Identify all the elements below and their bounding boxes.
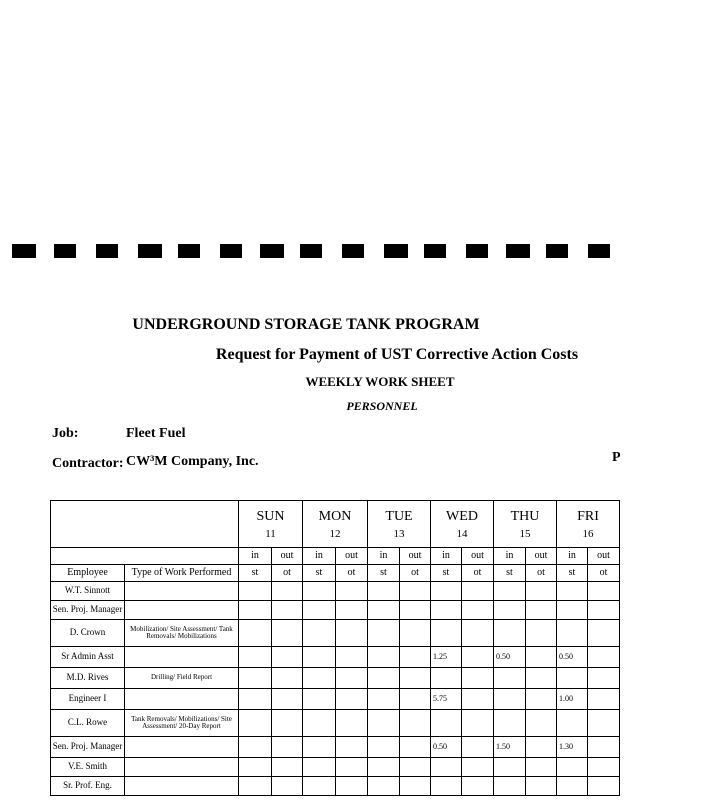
hours-cell-mon_ot [336,601,368,620]
contractor-value: CW³M Company, Inc. [126,454,259,469]
hours-cell-wed_st [431,777,462,796]
work-performed-cell [125,737,239,758]
perforation-dash [260,244,284,258]
hours-cell-fri_st [557,601,588,620]
in-label: in [368,548,400,565]
hours-cell-wed_st: 5.75 [431,689,462,710]
hours-cell-mon_ot [336,620,368,647]
perforation-dash [300,244,322,258]
out-label: out [526,548,557,565]
employee-cell: C.L. Rowe [51,710,125,737]
out-label: out [400,548,431,565]
hours-cell-thu_ot [526,620,557,647]
day-name: SUN [256,509,285,524]
hours-cell-fri_ot [588,710,620,737]
perforation-dash [506,244,530,258]
hours-cell-mon_ot [336,777,368,796]
hours-cell-thu_st [494,710,526,737]
contractor-label: Contractor: [52,456,124,471]
employee-cell: V.E. Smith [51,758,125,777]
hours-cell-thu_ot [526,758,557,777]
hours-cell-mon_st [303,668,336,689]
day-number: 14 [456,528,468,540]
table-row [51,737,620,758]
table-row [51,710,620,737]
table-row [51,758,620,777]
work-performed-cell [125,582,239,601]
hours-cell-sun_ot [272,668,303,689]
hours-cell-sun_st [239,777,272,796]
hours-cell-wed_st: 0.50 [431,737,462,758]
hours-cell-tue_ot [400,620,431,647]
in-label: in [557,548,588,565]
employee-cell: W.T. Sinnott [51,582,125,601]
table-row [51,668,620,689]
hours-cell-fri_st: 1.00 [557,689,588,710]
personnel-worksheet [50,500,630,810]
hours-cell-sun_st [239,647,272,668]
hours-cell-tue_ot [400,758,431,777]
hours-cell-thu_st [494,582,526,601]
ot-label: ot [462,565,494,582]
hours-cell-thu_st: 1.50 [494,737,526,758]
hours-cell-wed_ot [462,758,494,777]
hours-cell-fri_st [557,758,588,777]
in-label: in [303,548,336,565]
hours-cell-tue_st [368,668,400,689]
hours-cell-tue_ot [400,737,431,758]
day-number: 16 [582,528,594,540]
hours-cell-wed_ot [462,689,494,710]
employee-cell: Sr. Prof. Eng. [51,777,125,796]
hours-cell-fri_ot [588,689,620,710]
st-label: st [494,565,526,582]
hours-cell-mon_st [303,737,336,758]
st-label: st [431,565,462,582]
in-label: in [494,548,526,565]
employee-cell: Engineer I [51,689,125,710]
hours-cell-fri_st: 1.30 [557,737,588,758]
hours-cell-wed_ot [462,668,494,689]
hours-cell-tue_st [368,582,400,601]
hours-cell-wed_ot [462,601,494,620]
hours-cell-thu_st [494,777,526,796]
day-name: TUE [385,509,413,524]
table-row [51,777,620,796]
work-performed-cell [125,689,239,710]
day-number: 13 [393,528,405,540]
hours-cell-mon_st [303,620,336,647]
ot-label: ot [400,565,431,582]
hours-cell-tue_st [368,689,400,710]
hours-cell-mon_ot [336,647,368,668]
hours-cell-thu_st [494,689,526,710]
day-header-tue [368,501,431,548]
hours-cell-fri_ot [588,668,620,689]
perforation-dash [54,244,76,258]
employee-cell: Sr Admin Asst [51,647,125,668]
hours-cell-tue_ot [400,710,431,737]
hours-cell-tue_st [368,601,400,620]
hours-cell-thu_st: 0.50 [494,647,526,668]
hours-cell-tue_st [368,758,400,777]
table-row [51,582,620,601]
hours-cell-wed_st [431,582,462,601]
hours-cell-tue_ot [400,689,431,710]
hours-cell-wed_ot [462,737,494,758]
perforation-dash [384,244,408,258]
hours-cell-fri_st [557,668,588,689]
perforation-dash [12,244,36,258]
hours-cell-thu_ot [526,737,557,758]
hours-cell-tue_st [368,710,400,737]
out-label: out [336,548,368,565]
st-label: st [303,565,336,582]
work-performed-cell: Tank Removals/ Mobilizations/ Site Assessment/ 20-Day Report [125,710,239,737]
day-name: FRI [577,509,599,524]
hours-cell-thu_st [494,601,526,620]
hours-cell-sun_st [239,689,272,710]
hours-cell-fri_ot [588,601,620,620]
perforation-dash [342,244,364,258]
hours-cell-tue_ot [400,601,431,620]
st-label: st [239,565,272,582]
hours-cell-fri_ot [588,777,620,796]
worksheet-table [50,500,620,796]
hours-cell-sun_ot [272,710,303,737]
hours-cell-tue_st [368,737,400,758]
hours-cell-mon_ot [336,668,368,689]
hours-cell-thu_ot [526,601,557,620]
out-label: out [588,548,620,565]
hours-cell-thu_st [494,620,526,647]
hours-cell-sun_st [239,668,272,689]
perforation-dash [138,244,162,258]
request-title: Request for Payment of UST Corrective Action Costs [215,346,579,363]
ot-label: ot [336,565,368,582]
hours-cell-mon_st [303,601,336,620]
sheet-title: WEEKLY WORK SHEET [305,374,455,389]
ot-label: ot [526,565,557,582]
work-column-header: Type of Work Performed [125,565,239,582]
hours-cell-thu_ot [526,668,557,689]
hours-cell-sun_st [239,710,272,737]
hours-cell-fri_ot [588,758,620,777]
hours-cell-mon_ot [336,737,368,758]
table-row [51,647,620,668]
perforation-dash [220,244,242,258]
hours-cell-thu_st [494,668,526,689]
hours-cell-fri_st [557,777,588,796]
hours-cell-wed_st [431,620,462,647]
day-name: WED [446,509,478,524]
ot-label: ot [272,565,303,582]
day-number: 11 [265,528,276,540]
out-label: out [272,548,303,565]
hours-cell-fri_ot [588,582,620,601]
hours-cell-wed_st [431,710,462,737]
ot-label: ot [588,565,620,582]
table-row [51,620,620,647]
table-row [51,601,620,620]
hours-cell-mon_ot [336,758,368,777]
st-label: st [368,565,400,582]
hours-cell-mon_st [303,777,336,796]
hours-cell-wed_ot [462,777,494,796]
perforation-dash [178,244,200,258]
hours-cell-mon_st [303,582,336,601]
day-header-mon [303,501,368,548]
hours-cell-fri_st [557,582,588,601]
day-header-fri [557,501,620,548]
hours-cell-fri_ot [588,620,620,647]
work-performed-cell [125,777,239,796]
hours-cell-sun_ot [272,647,303,668]
out-label: out [462,548,494,565]
section-title: PERSONNEL [346,399,418,413]
hours-cell-mon_ot [336,689,368,710]
day-header-row [51,501,620,548]
hours-cell-thu_ot [526,777,557,796]
perforation-dash [466,244,488,258]
perforation-dash [546,244,568,258]
hours-cell-sun_ot [272,582,303,601]
work-performed-cell [125,758,239,777]
hours-cell-mon_st [303,689,336,710]
cutoff-letter: P [612,450,621,465]
perforation-strip [0,244,618,262]
hours-cell-sun_ot [272,777,303,796]
work-performed-cell [125,601,239,620]
employee-cell: M.D. Rives [51,668,125,689]
perforation-dash [424,244,446,258]
hours-cell-sun_ot [272,758,303,777]
hours-cell-fri_st [557,710,588,737]
hours-cell-tue_st [368,777,400,796]
in-label: in [239,548,272,565]
job-value: Fleet Fuel [126,426,186,441]
work-performed-cell: Drilling/ Field Report [125,668,239,689]
work-performed-cell [125,647,239,668]
hours-cell-mon_st [303,710,336,737]
st-label: st [557,565,588,582]
hours-cell-wed_ot [462,647,494,668]
hours-cell-sun_st [239,758,272,777]
hours-cell-sun_st [239,601,272,620]
day-header-thu [494,501,557,548]
hours-cell-wed_st [431,668,462,689]
day-header-sun [239,501,303,548]
hours-cell-thu_ot [526,689,557,710]
hours-cell-mon_ot [336,710,368,737]
hours-cell-wed_ot [462,582,494,601]
hours-cell-sun_st [239,620,272,647]
hours-cell-wed_st [431,758,462,777]
hours-cell-tue_ot [400,668,431,689]
hours-cell-wed_st [431,601,462,620]
blank-header-cell [51,501,239,548]
employee-cell: D. Crown [51,620,125,647]
hours-cell-sun_ot [272,737,303,758]
job-label: Job: [52,426,79,441]
hours-cell-sun_st [239,737,272,758]
in-out-row [51,548,620,565]
hours-cell-thu_st [494,758,526,777]
hours-cell-wed_ot [462,620,494,647]
in-label: in [431,548,462,565]
employee-cell: Sen. Proj. Manager [51,601,125,620]
employee-cell: Sen. Proj. Manager [51,737,125,758]
day-name: THU [510,509,540,524]
hours-cell-fri_ot [588,647,620,668]
blank-header-cell [51,548,239,565]
program-title: UNDERGROUND STORAGE TANK PROGRAM [132,316,480,333]
hours-cell-sun_ot [272,689,303,710]
hours-cell-sun_ot [272,620,303,647]
hours-cell-tue_ot [400,582,431,601]
hours-cell-fri_ot [588,737,620,758]
hours-cell-thu_ot [526,582,557,601]
perforation-dash [96,244,118,258]
hours-cell-sun_st [239,582,272,601]
hours-cell-thu_ot [526,647,557,668]
hours-cell-fri_st [557,620,588,647]
employee-column-header: Employee [51,565,125,582]
hours-cell-tue_ot [400,647,431,668]
hours-cell-mon_st [303,758,336,777]
hours-cell-mon_ot [336,582,368,601]
table-row [51,689,620,710]
hours-cell-fri_st: 0.50 [557,647,588,668]
perforation-dash [588,244,610,258]
hours-cell-wed_st: 1.25 [431,647,462,668]
hours-cell-tue_st [368,620,400,647]
hours-cell-wed_ot [462,710,494,737]
day-header-wed [431,501,494,548]
column-header-row [51,565,620,582]
work-performed-cell: Mobilization/ Site Assessment/ Tank Removals/ Mobilizations [125,620,239,647]
hours-cell-thu_ot [526,710,557,737]
hours-cell-tue_st [368,647,400,668]
hours-cell-mon_st [303,647,336,668]
hours-cell-tue_ot [400,777,431,796]
day-name: MON [318,509,352,524]
day-number: 12 [329,528,341,540]
hours-cell-sun_ot [272,601,303,620]
day-number: 15 [519,528,531,540]
